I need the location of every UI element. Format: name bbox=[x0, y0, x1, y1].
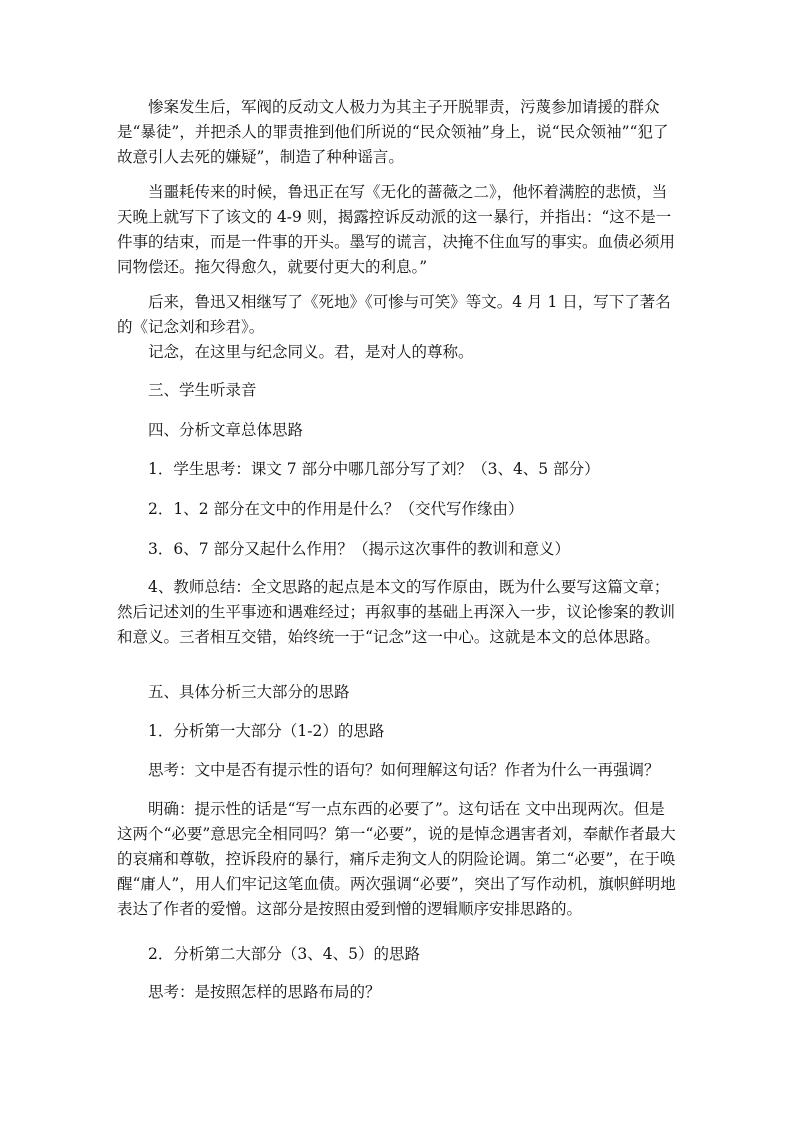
paragraph-luxun-writing: 当噩耗传来的时候，鲁迅正在写《无化的蔷薇之二》，他怀着满腔的悲愤，当天晚上就写下了该文的 4-9 则，揭露控诉反动派的这一暴行，并指出：“这不是一件事的结束，而是一件事的开头。墨写的谎言，决掩不住血写的事实。血债必须用同物偿还。拖欠得愈久，就要付更大的利息。” bbox=[117, 183, 676, 276]
subheading-part-two: 2．分析第二大部分（3、4、5）的思路 bbox=[148, 945, 420, 963]
section-heading-overall-structure: 四、分析文章总体思路 bbox=[148, 421, 304, 439]
question-think-part-two: 思考：是按照怎样的思路布局的？ bbox=[148, 983, 381, 1001]
question-think-part-one: 思考：文中是否有提示性的语句？如何理解这句话？作者为什么一再强调？ bbox=[148, 761, 660, 779]
section-heading-detailed-analysis: 五、具体分析三大部分的思路 bbox=[148, 683, 350, 701]
question-item-1: 1．学生思考：课文 7 部分中哪几部分写了刘？（3、4、5 部分） bbox=[148, 460, 600, 478]
paragraph-later-works: 后来，鲁迅又相继写了《死地》《可惨与可笑》等文。4 月 1 日，写下了著名的《记念刘和珍君》。 bbox=[117, 293, 671, 336]
paragraph-aftermath-rumors: 惨案发生后，军阀的反动文人极力为其主子开脱罪责，污蔑参加请援的群众是“暴徒”，并把杀人的罪责推到他们所说的“民众领袖”身上，说“民众领袖”“犯了故意引人去死的嫌疑”，制造了种种谣言。 bbox=[117, 98, 669, 166]
subheading-part-one: 1．分析第一大部分（1-2）的思路 bbox=[148, 722, 385, 740]
question-item-3: 3．6、7 部分又起什么作用？（揭示这次事件的教训和意义） bbox=[148, 540, 571, 558]
paragraph-title-meaning: 记念，在这里与纪念同义。君，是对人的尊称。 bbox=[148, 343, 474, 361]
question-item-2: 2．1、2 部分在文中的作用是什么？（交代写作缘由） bbox=[148, 500, 524, 518]
paragraph-clarification: 明确：提示性的话是“写一点东西的必要了”。这句话在 文中出现两次。但是这两个“必要”意思完全相同吗？第一“必要”，说的是悼念遇害者刘，奉献作者最大的哀痛和尊敬，控诉段府的暴行，痛斥走狗文人的阴险论调。第二“必要”，在于唤醒“庸人”，用人们牢记这笔血债。两次强调“必要”，突出了写作动机，旗帜鲜明地表达了作者的爱憎。这部分是按照由爱到憎的逻辑顺序安排思路的。 bbox=[117, 800, 676, 918]
paragraph-teacher-summary: 4、教师总结：全文思路的起点是本文的写作原由，既为什么要写这篇文章；然后记述刘的生平事迹和遇难经过；再叙事的基础上再深入一步，议论惨案的教训和意义。三者相互交错，始终统一于“记念”这一中心。这就是本文的总体思路。 bbox=[117, 578, 676, 646]
section-heading-listen: 三、学生听录音 bbox=[148, 381, 257, 399]
